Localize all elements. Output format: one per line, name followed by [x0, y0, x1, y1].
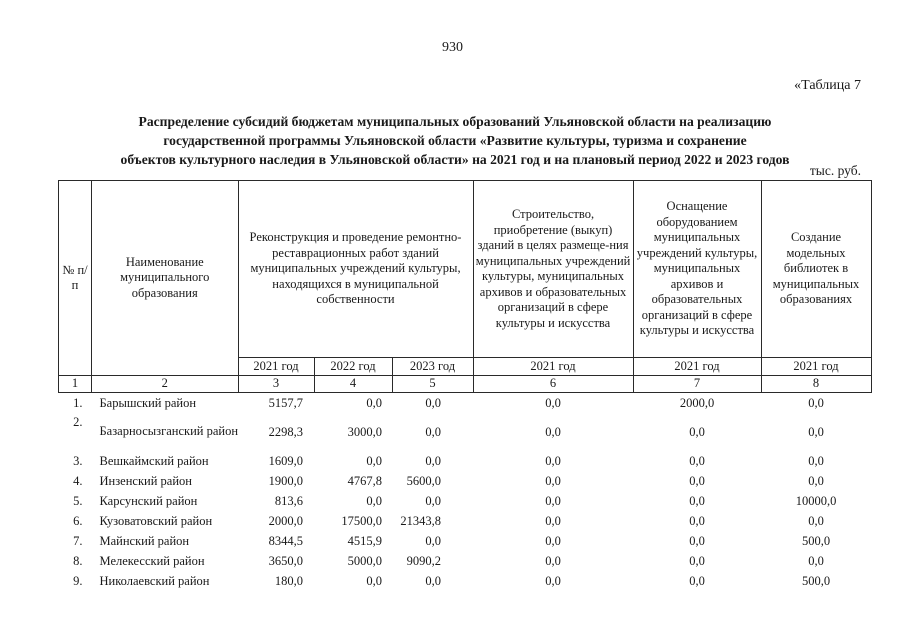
column-number: 2: [92, 376, 239, 393]
value-cell: 0,0: [425, 395, 442, 410]
column-number: 5: [392, 376, 473, 393]
column-number: 7: [633, 376, 761, 393]
municipality-name: Базарносызганский район: [99, 424, 239, 438]
header-equipment: Оснащение оборудованием муниципальных учреждений культуры, муниципальных архивов и образовательных организаций в сфере культуры и искусства: [633, 181, 761, 358]
value-cell: 1900,0: [268, 473, 304, 488]
value-cell: 5157,7: [268, 395, 304, 410]
municipality-name: Майнский район: [99, 533, 190, 548]
value-cell: 3000,0: [347, 424, 383, 439]
value-cell: 0,0: [689, 473, 705, 488]
table-row: [59, 551, 872, 571]
value-cell: 0,0: [425, 533, 442, 548]
value-cell: 813,6: [274, 493, 304, 508]
value-cell: 0,0: [545, 395, 561, 410]
row-number: 8.: [73, 553, 83, 568]
municipality-name: Вешкаймский район: [99, 453, 209, 468]
value-cell: 5600,0: [406, 473, 442, 488]
header-year: 2021 год: [761, 358, 871, 376]
value-cell: 0,0: [808, 395, 824, 410]
header-year: 2021 год: [473, 358, 633, 376]
value-cell: 0,0: [808, 424, 824, 439]
value-cell: 4767,8: [347, 473, 383, 488]
header-construction: Строительство, приобретение (выкуп) зданий в целях размеще-ния муниципальных учреждений культуры, муниципальных архивов и образовательных организаций в сфере культуры и искусства: [473, 181, 633, 358]
header-year: 2023 год: [392, 358, 473, 376]
header-libraries: Создание модельных библиотек в муниципальных образованиях: [761, 181, 871, 358]
value-cell: 0,0: [425, 573, 442, 588]
value-cell: 0,0: [689, 424, 705, 439]
value-cell: 2000,0: [268, 513, 304, 528]
value-cell: 4515,9: [347, 533, 383, 548]
municipality-name: Кузоватовский район: [99, 513, 213, 528]
table-row: [59, 451, 872, 471]
value-cell: 0,0: [808, 553, 824, 568]
value-cell: 0,0: [545, 553, 561, 568]
value-cell: 0,0: [689, 513, 705, 528]
value-cell: 1609,0: [268, 453, 304, 468]
table-row: [59, 531, 872, 551]
table-row: [59, 571, 872, 591]
row-number: 6.: [73, 513, 83, 528]
table-row: [59, 471, 872, 491]
table-row: [59, 511, 872, 531]
column-number: 4: [314, 376, 392, 393]
value-cell: 0,0: [545, 573, 561, 588]
value-cell: 9090,2: [406, 553, 442, 568]
column-number: 1: [59, 376, 92, 393]
row-number: 3.: [73, 453, 83, 468]
document-title: [40, 112, 870, 169]
value-cell: 0,0: [689, 453, 705, 468]
header-year: 2021 год: [238, 358, 314, 376]
row-number: 1.: [73, 395, 83, 410]
value-cell: 0,0: [366, 493, 383, 508]
table-row: [59, 392, 872, 413]
value-cell: 0,0: [366, 453, 383, 468]
value-cell: 0,0: [689, 553, 705, 568]
row-number: 4.: [73, 473, 83, 488]
value-cell: 0,0: [545, 493, 561, 508]
table-row: [59, 491, 872, 511]
value-cell: 0,0: [545, 453, 561, 468]
column-number: 6: [473, 376, 633, 393]
value-cell: 0,0: [545, 473, 561, 488]
value-cell: 0,0: [425, 453, 442, 468]
header-year: 2022 год: [314, 358, 392, 376]
value-cell: 0,0: [689, 573, 705, 588]
value-cell: 0,0: [425, 493, 442, 508]
title-line-2: государственной программы Ульяновской области «Развитие культуры, туризма и сохранение: [163, 133, 747, 148]
value-cell: 8344,5: [268, 533, 304, 548]
table-row: [59, 413, 872, 451]
title-line-3: объектов культурного наследия в Ульяновской области» на 2021 год и на плановый период 2022 и 2023 годов: [120, 152, 790, 167]
value-cell: 0,0: [366, 395, 383, 410]
value-cell: 5000,0: [347, 553, 383, 568]
header-num: № п/п: [59, 181, 92, 376]
municipality-name: Инзенский район: [99, 473, 192, 488]
value-cell: 180,0: [274, 573, 304, 588]
header-reconstruction: Реконструкция и проведение ремонтно-реставрационных работ зданий муниципальных учреждений культуры, находящихся в муниципальной собственности: [238, 181, 473, 358]
row-number: 7.: [73, 533, 83, 548]
value-cell: 21343,8: [400, 513, 442, 528]
value-cell: 0,0: [689, 493, 705, 508]
value-cell: 2298,3: [268, 424, 304, 439]
value-cell: 500,0: [801, 533, 831, 548]
value-cell: 3650,0: [268, 553, 304, 568]
header-name: Наименование муниципального образования: [92, 181, 239, 376]
value-cell: 0,0: [808, 473, 824, 488]
value-cell: 500,0: [801, 573, 831, 588]
row-number: 2.: [73, 414, 83, 429]
page-number: 930: [442, 40, 463, 55]
value-cell: 10000,0: [795, 493, 837, 508]
value-cell: 0,0: [545, 513, 561, 528]
value-cell: 17500,0: [341, 513, 383, 528]
municipality-name: Мелекесский район: [99, 553, 205, 568]
row-number: 9.: [73, 573, 83, 588]
value-cell: 0,0: [689, 533, 705, 548]
subsidy-table: [58, 180, 872, 591]
value-cell: 2000,0: [679, 395, 715, 410]
title-line-1: Распределение субсидий бюджетам муниципальных образований Ульяновской области на реализацию: [138, 114, 772, 129]
municipality-name: Карсунский район: [99, 493, 198, 508]
header-year: 2021 год: [633, 358, 761, 376]
column-number: 8: [761, 376, 871, 393]
value-cell: 0,0: [545, 533, 561, 548]
value-cell: 0,0: [425, 424, 442, 439]
municipality-name: Николаевский район: [99, 573, 210, 588]
value-cell: 0,0: [808, 513, 824, 528]
value-cell: 0,0: [545, 424, 561, 439]
column-number: 3: [238, 376, 314, 393]
value-cell: 0,0: [366, 573, 383, 588]
row-number: 5.: [73, 493, 83, 508]
value-cell: 0,0: [808, 453, 824, 468]
units-label: тыс. руб.: [809, 163, 861, 178]
table-label: «Таблица 7: [794, 78, 861, 93]
municipality-name: Барышский район: [99, 395, 197, 410]
